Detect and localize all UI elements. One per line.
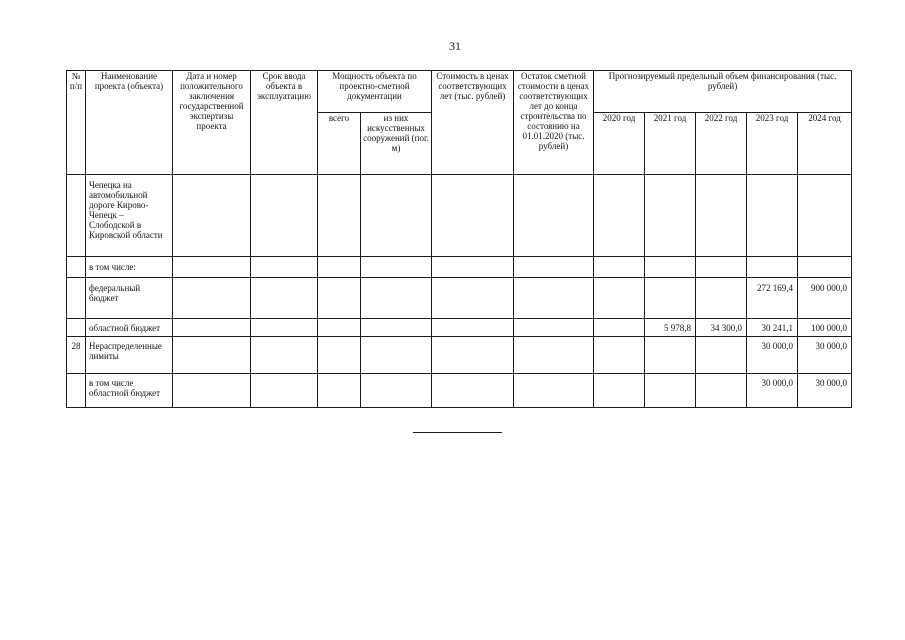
cell-capacity-structures — [361, 374, 432, 408]
cell-commissioning — [251, 257, 318, 278]
cell-remaining — [514, 175, 594, 257]
table-row — [67, 319, 852, 337]
cell-expertise — [173, 319, 251, 337]
cell-remaining — [514, 374, 594, 408]
table-row — [67, 175, 852, 257]
cell-expertise — [173, 175, 251, 257]
cell-cost — [432, 257, 514, 278]
table-row — [67, 374, 852, 408]
cell-2022 — [696, 278, 747, 319]
cell-num — [67, 374, 86, 408]
table-row — [67, 257, 852, 278]
header-year-2020: 2020 год — [594, 113, 645, 175]
header-capacity-total: всего — [318, 113, 361, 175]
cell-2020 — [594, 374, 645, 408]
cell-cost — [432, 319, 514, 337]
cell-remaining — [514, 337, 594, 374]
header-expertise: Дата и номер положительного заключения государственной экспертизы проекта — [173, 71, 251, 175]
cell-2023: 30 000,0 — [747, 374, 798, 408]
header-year-2021: 2021 год — [645, 113, 696, 175]
header-name: Наименование проекта (объекта) — [86, 71, 173, 175]
cell-2024: 30 000,0 — [798, 374, 852, 408]
cell-cost — [432, 374, 514, 408]
cell-2024: 30 000,0 — [798, 337, 852, 374]
cell-2020 — [594, 337, 645, 374]
cell-commissioning — [251, 374, 318, 408]
header-remaining: Остаток сметной стоимости в ценах соответствующих лет до конца строительства по состоянию на 01.01.2020 (тыс. рублей) — [514, 71, 594, 175]
header-financing: Прогнозируемый предельный объем финансирования (тыс. рублей) — [594, 71, 852, 113]
cell-name: федеральный бюджет — [86, 278, 173, 319]
table-row — [67, 337, 852, 374]
cell-2021 — [645, 257, 696, 278]
cell-expertise — [173, 257, 251, 278]
cell-num — [67, 319, 86, 337]
cell-name: областной бюджет — [86, 319, 173, 337]
cell-capacity-total — [318, 374, 361, 408]
page-number: 31 — [449, 39, 461, 53]
cell-name: в том числе: — [86, 257, 173, 278]
cell-cost — [432, 278, 514, 319]
cell-2022 — [696, 175, 747, 257]
cell-capacity-total — [318, 257, 361, 278]
cell-num — [67, 257, 86, 278]
cell-2022 — [696, 374, 747, 408]
cell-cost — [432, 337, 514, 374]
cell-expertise — [173, 374, 251, 408]
cell-name: в том числе областной бюджет — [86, 374, 173, 408]
cell-2023 — [747, 175, 798, 257]
cell-expertise — [173, 278, 251, 319]
cell-remaining — [514, 319, 594, 337]
cell-expertise — [173, 337, 251, 374]
header-capacity-structures: из них искусственных сооружений (пог. м) — [361, 113, 432, 175]
header-commissioning: Срок ввода объекта в эксплуатацию — [251, 71, 318, 175]
cell-2024 — [798, 257, 852, 278]
cell-2024: 100 000,0 — [798, 319, 852, 337]
cell-num — [67, 175, 86, 257]
cell-2023: 30 000,0 — [747, 337, 798, 374]
cell-capacity-structures — [361, 257, 432, 278]
financing-table — [66, 70, 852, 408]
cell-remaining — [514, 278, 594, 319]
cell-2021 — [645, 374, 696, 408]
cell-2021: 5 978,8 — [645, 319, 696, 337]
cell-capacity-total — [318, 175, 361, 257]
header-capacity: Мощность объекта по проектно-сметной документации — [318, 71, 432, 113]
cell-remaining — [514, 257, 594, 278]
cell-capacity-structures — [361, 337, 432, 374]
cell-2024: 900 000,0 — [798, 278, 852, 319]
table-row — [67, 278, 852, 319]
cell-capacity-total — [318, 337, 361, 374]
cell-capacity-total — [318, 278, 361, 319]
cell-2023: 30 241,1 — [747, 319, 798, 337]
cell-commissioning — [251, 278, 318, 319]
cell-capacity-structures — [361, 278, 432, 319]
header-year-2022: 2022 год — [696, 113, 747, 175]
cell-commissioning — [251, 175, 318, 257]
cell-num — [67, 278, 86, 319]
end-divider — [413, 432, 502, 433]
cell-2022 — [696, 337, 747, 374]
cell-2022: 34 300,0 — [696, 319, 747, 337]
cell-2024 — [798, 175, 852, 257]
header-cost: Стоимость в ценах соответствующих лет (тыс. рублей) — [432, 71, 514, 175]
cell-2020 — [594, 257, 645, 278]
cell-capacity-structures — [361, 319, 432, 337]
cell-name: Нераспределенные лимиты — [86, 337, 173, 374]
cell-num: 28 — [67, 337, 86, 374]
cell-2020 — [594, 175, 645, 257]
cell-2021 — [645, 175, 696, 257]
cell-capacity-total — [318, 319, 361, 337]
cell-2020 — [594, 319, 645, 337]
cell-commissioning — [251, 319, 318, 337]
header-row — [67, 71, 852, 113]
cell-2021 — [645, 337, 696, 374]
cell-name: Чепецка на автомобильной дороге Кирово-Чепецк – Слободской в Кировской области — [86, 175, 173, 257]
cell-2020 — [594, 278, 645, 319]
header-year-2023: 2023 год — [747, 113, 798, 175]
header-year-2024: 2024 год — [798, 113, 852, 175]
cell-capacity-structures — [361, 175, 432, 257]
cell-2023: 272 169,4 — [747, 278, 798, 319]
cell-2021 — [645, 278, 696, 319]
cell-2022 — [696, 257, 747, 278]
cell-cost — [432, 175, 514, 257]
cell-commissioning — [251, 337, 318, 374]
cell-2023 — [747, 257, 798, 278]
header-num: № п/п — [67, 71, 86, 175]
